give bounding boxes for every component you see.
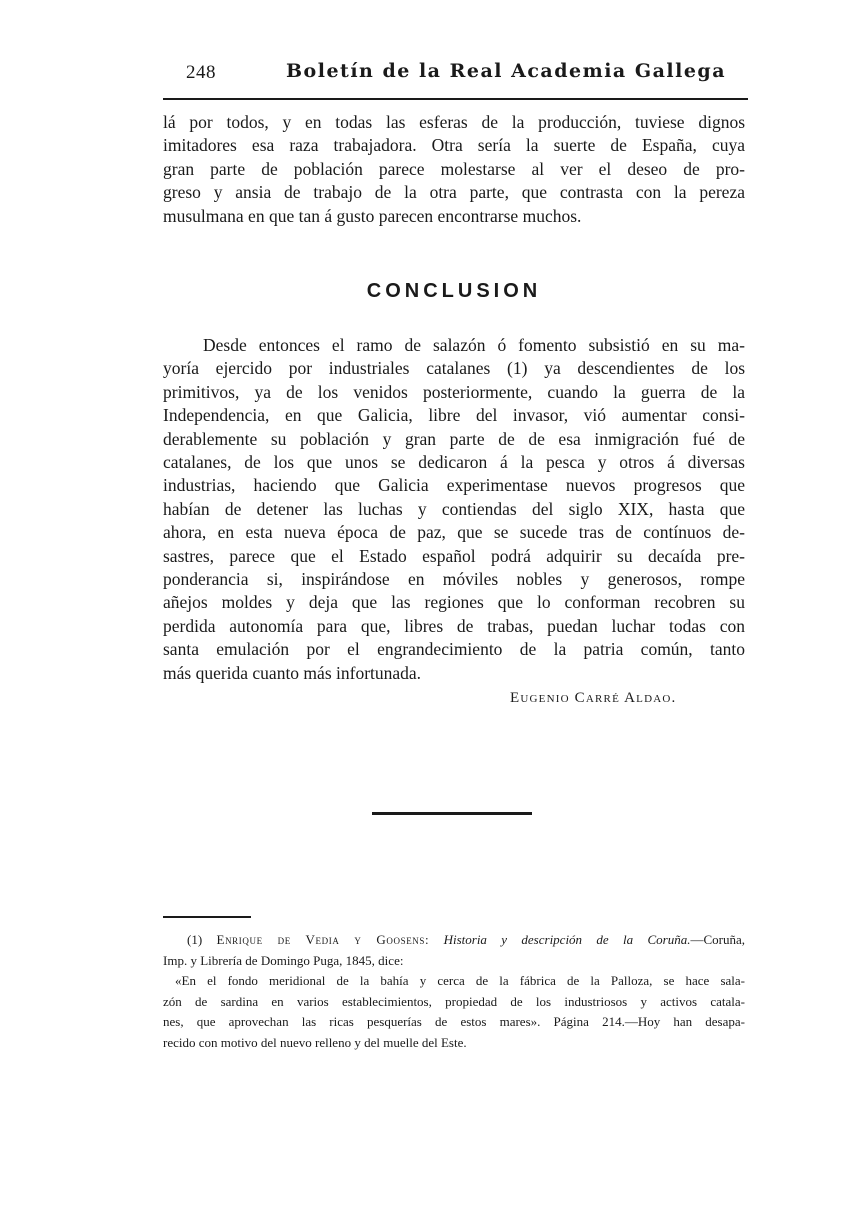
intro-paragraph (163, 111, 745, 228)
text-line: yoría ejercido por industriales catalanes (1) ya descendientes de los (163, 358, 745, 379)
text-line: imitadores esa raza trabajadora. Otra sería la suerte de España, cuya (163, 135, 745, 156)
footnote-quote-line: «En el fondo meridional de la bahía y cerca de la fábrica de la Palloza, se hace sala- (175, 973, 745, 988)
footnote-quote-line: nes, que aprovechan las ricas pesquerías de estos mares». Página 214.—Hoy han desapa- (163, 1014, 745, 1029)
footnote-author: Enrique de Vedia y Goosens: (216, 932, 430, 947)
text-line: musulmana en que tan á gusto parecen encontrarse muchos. (163, 205, 582, 226)
text-line: derablemente su población y gran parte de de esa inmigración fué de (163, 428, 745, 449)
footnote-title: Historia y descripción de la Coruña. (443, 932, 691, 947)
text-line: más querida cuanto más infortunada. (163, 662, 422, 683)
footnote-quote-line: recido con motivo del nuevo relleno y del muelle del Este. (163, 1034, 467, 1050)
text-line: primitivos, ya de los venidos posteriormente, cuando la guerra de la (163, 381, 745, 402)
header-rule (163, 98, 748, 100)
signature: Eugenio Carré Aldao. (510, 690, 677, 706)
text-line: industrias, haciendo que Galicia experimentase nuevos progresos que (163, 475, 745, 496)
section-heading: CONCLUSION (366, 280, 542, 302)
text-line: gran parte de población parece molestarse al ver el deseo de pro- (163, 158, 745, 179)
text-line: Desde entonces el ramo de salazón ó fomento subsistió en su ma- (203, 335, 745, 355)
text-line: greso y ansia de trabajo de la otra parte, que contrasta con la pereza (163, 182, 745, 203)
text-line: sastres, parece que el Estado español podrá adquirir su decaída pre- (163, 545, 745, 566)
footnote-marker: (1) (187, 932, 203, 947)
page-number: 248 (186, 62, 216, 83)
text-line: Independencia, en que Galicia, libre del invasor, vió aumentar consi- (163, 405, 745, 426)
text-line: habían de detener las luchas y contiendas del siglo XIX, hasta que (163, 498, 745, 519)
text-line: perdida autonomía para que, libres de trabas, puedan luchar todas con (163, 615, 745, 636)
text-line: lá por todos, y en todas las esferas de la producción, tuviese dignos (163, 112, 745, 132)
conclusion-paragraph (163, 334, 745, 685)
text-line: ponderancia si, inspirándose en móviles nobles y generosos, rompe (163, 569, 745, 590)
end-rule (372, 812, 532, 815)
footnote (163, 930, 745, 1053)
text-line: añejos moldes y deja que las regiones que lo conforman recobren su (163, 592, 745, 613)
text-line: catalanes, de los que unos se dedicaron á la pesca y otros á diversas (163, 452, 745, 473)
footnote-line (163, 930, 745, 951)
footnote-line: Imp. y Librería de Domingo Puga, 1845, dice: (163, 952, 404, 968)
footnote-quote-line: zón de sardina en varios establecimientos, propiedad de los industriosos y activos catala- (163, 993, 745, 1009)
footnote-place: —Coruña, (690, 932, 746, 947)
text-line: ahora, en esta nueva época de paz, que se sucede tras de contínuos de- (163, 522, 745, 543)
footnote-rule (163, 916, 251, 918)
text-line: santa emulación por el engrandecimiento de la patria común, tanto (163, 639, 745, 660)
running-title: Boletín de la Real Academia Gallega (286, 60, 727, 82)
